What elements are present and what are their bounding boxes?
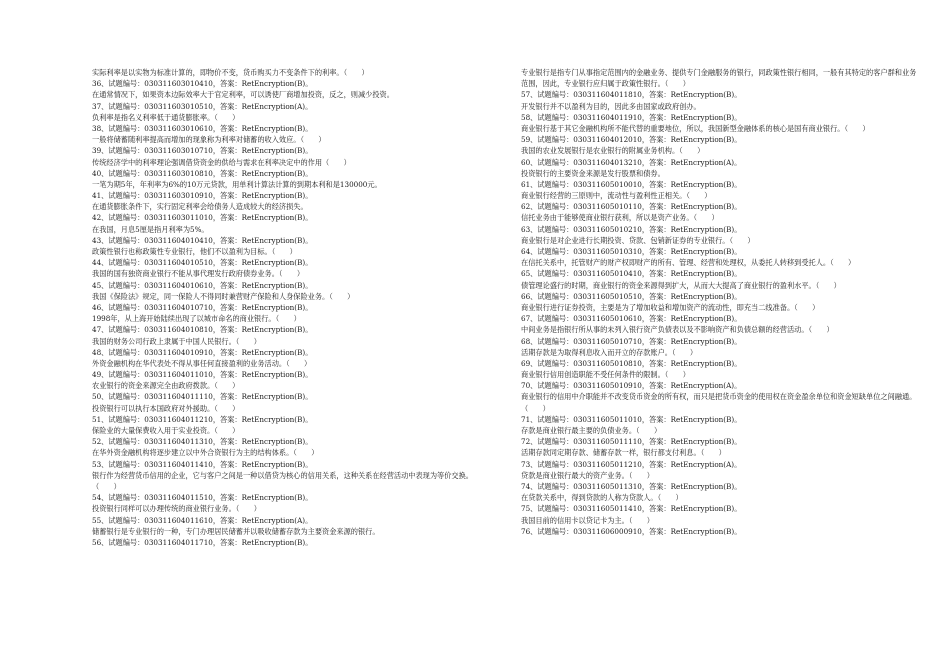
text-line: 保险业的大量保费收入用于实业投资。（ ）: [92, 426, 240, 435]
text-line: 在信托关系中，托管财产的财产权即财产的所有、管理、经营和处理权，从委托人转移到受托人。（ ）: [521, 258, 856, 268]
text-line: 中间业务是指银行所从事的未列入银行资产负债表以及不影响资产和负债总额的经营活动。（ ）: [521, 325, 834, 335]
question-id-line: 52、试题编号：030311604011310，答案：RetEncryption(B)。: [92, 437, 313, 447]
question-id-line: 70、试题编号：030311605010910，答案：RetEncryption(A)。: [521, 381, 742, 391]
text-line: 商业银行是对企业进行长期投资、贷款、包销新证券的专业银行。（ ）: [521, 235, 755, 245]
text-line: 储蓄银行是专业银行的一种，专门办理居民储蓄并以吸收储蓄存款为主要资金来源的银行。: [92, 526, 380, 536]
left-column: [92, 67, 492, 548]
text-line: 在华外资金融机构将逐步建立以中外合资银行为主的结构体系。（ ）: [92, 448, 319, 458]
text-line: 投资银行可以执行本国政府对外援助。（ ）: [92, 403, 240, 413]
text-line: 实际利率是以实物为标准计算的，即物价不变，货币购买力不变条件下的利率。（ ）: [92, 68, 369, 77]
text-line: 专业银行是指专门从事指定范围内的金融业务、提供专门金融服务的银行，同政策性银行相同，一般有其特定的客户群和业务范围，因此，专业银行应归属于政策性银行。（ ）: [521, 68, 917, 89]
text-line: 商业银行信用创造职能不受任何条件的限制。（ ）: [521, 370, 690, 380]
text-line: 存款是商业银行最主要的负债业务。（ ）: [521, 426, 662, 436]
question-id-line: 49、试题编号：030311604011010，答案：RetEncryption(B)。: [92, 370, 313, 380]
text-line: 投资银行的主要资金来源是发行股票和债券。: [521, 168, 665, 178]
text-line: 在我国，月息5厘是指月利率为5%。: [92, 224, 209, 234]
text-line: 1998年，从上海开始陆续出现了以城市命名的商业银行。（ ）: [92, 314, 301, 324]
question-id-line: 44、试题编号：030311604010510，答案：RetEncryption(B)。: [92, 258, 313, 268]
question-id-line: 59、试题编号：030311604012010，答案：RetEncryption(B)。: [521, 135, 742, 145]
text-line: 商业银行的信用中介职能并不改变货币资金的所有权，而只是把货币资金的使用权在资金盈余单位和资金短缺单位之间融通。（ ）: [521, 392, 917, 413]
question-id-line: 61、试题编号：030311605010010，答案：RetEncryption(B)。: [521, 179, 742, 189]
text-line: 在贷款关系中，得到贷款的人称为贷款人。（ ）: [521, 493, 683, 503]
question-id-line: 48、试题编号：030311604010910，答案：RetEncryption(B)。: [92, 347, 313, 357]
text-line: 传统经济学中的利率理论强调借贷资金的供给与需求在利率决定中的作用（ ）: [92, 157, 351, 167]
text-line: 投资银行同样可以办理传统的商业银行业务。（ ）: [92, 504, 261, 514]
question-id-line: 76、试题编号：030311606000910，答案：RetEncryption(B)。: [521, 526, 742, 536]
question-id-line: 67、试题编号：030311605010610，答案：RetEncryption(B)。: [521, 314, 742, 324]
text-line: 我国的国有独资商业银行不能从事代理发行政府债券业务。（ ）: [92, 269, 305, 279]
question-id-line: 56、试题编号：030311604011710，答案：RetEncryption(B)。: [92, 537, 313, 547]
question-id-line: 43、试题编号：030311604010410，答案：RetEncryption(B)。: [92, 235, 313, 245]
text-line: 外资金融机构在华代表处不得从事任何直接盈利的业务活动。（ ）: [92, 358, 312, 368]
question-id-line: 45、试题编号：030311604010610，答案：RetEncryption(B)。: [92, 280, 313, 290]
question-id-line: 63、试题编号：030311605010210，答案：RetEncryption(B)。: [521, 224, 742, 234]
question-id-line: 69、试题编号：030311605010810，答案：RetEncryption(B)。: [521, 358, 742, 368]
text-line: 贷款是商业银行最大的资产业务。（ ）: [521, 470, 654, 480]
question-id-line: 57、试题编号：030311604011810，答案：RetEncryption(B)。: [521, 90, 742, 100]
question-id-line: 71、试题编号：030311605011010，答案：RetEncryption(B)。: [521, 414, 742, 424]
text-line: 信托业务由于能够使商业银行获利，所以是资产业务。（ ）: [521, 213, 719, 223]
text-line: 我国目前的信用卡以贷记卡为主。（ ）: [521, 515, 654, 525]
right-column: [521, 67, 921, 537]
question-id-line: 60、试题编号：030311604013210，答案：RetEncryption(A)。: [521, 157, 742, 167]
text-line: 我国的财务公司行政上隶属于中国人民银行。（ ）: [92, 336, 261, 346]
question-id-line: 54、试题编号：030311604011510，答案：RetEncryption(B)。: [92, 493, 313, 503]
question-id-line: 46、试题编号：030311604010710，答案：RetEncryption(B)。: [92, 302, 313, 312]
question-id-line: 51、试题编号：030311604011210，答案：RetEncryption(B)。: [92, 414, 313, 424]
text-line: 一笔为期5年，年利率为6%的10万元贷款，用单利计算法计算的到期本利和是130000元。: [92, 179, 382, 189]
question-id-line: 58、试题编号：030311604011910，答案：RetEncryption(B)。: [521, 112, 742, 122]
question-id-line: 75、试题编号：030311605011410，答案：RetEncryption(B)。: [521, 504, 742, 514]
question-id-line: 37、试题编号：030311603010510，答案：RetEncryption(A)。: [92, 101, 313, 111]
question-id-line: 64、试题编号：030311605010310，答案：RetEncryption(B)。: [521, 247, 742, 257]
question-id-line: 66、试题编号：030311605010510，答案：RetEncryption(B)。: [521, 291, 742, 301]
text-line: 活期存款同定期存款、储蓄存款一样，银行都支付利息。（ ）: [521, 448, 726, 458]
question-id-line: 47、试题编号：030311604010810，答案：RetEncryption(B)。: [92, 325, 313, 335]
question-id-line: 68、试题编号：030311605010710，答案：RetEncryption(B)。: [521, 336, 742, 346]
text-line: 我国的农业发展银行是农业银行的附属业务机构。（ ）: [521, 146, 705, 156]
question-id-line: 55、试题编号：030311604011610，答案：RetEncryption(A)。: [92, 515, 313, 525]
question-id-line: 62、试题编号：030311605010110，答案：RetEncryption(B)。: [521, 202, 742, 212]
question-id-line: 40、试题编号：030311603010810，答案：RetEncryption(B)。: [92, 168, 313, 178]
question-id-line: 38、试题编号：030311603010610，答案：RetEncryption(B)。: [92, 123, 313, 133]
question-id-line: 74、试题编号：030311605011310，答案：RetEncryption(B)。: [521, 482, 742, 492]
text-line: 农业银行的资金来源完全由政府拨款。（ ）: [92, 381, 240, 391]
text-line: 在通货膨胀条件下，实行固定利率会给债务人造成较大的经济损失。: [92, 202, 308, 212]
text-line: 一般将储蓄随利率提高而增加的现象称为利率对储蓄的收入效应。（ ）: [92, 135, 326, 145]
text-line: 商业银行进行证券投资，主要是为了增加收益和增加资产的流动性，即充当二线准备。（ ）: [521, 302, 820, 312]
text-line: 商业银行基于其它金融机构所不能代替的重要地位，所以，我国新型金融体系的核心是国有商业银行。（ ）: [521, 123, 870, 133]
text-line: 我国《保险法》规定，同一保险人不得同时兼营财产保险和人身保险业务。（ ）: [92, 291, 355, 301]
question-id-line: 39、试题编号：030311603010710，答案：RetEncryption(B)。: [92, 146, 313, 156]
text-line: 活期存款是为取得利息收入而开立的存款账户。（ ）: [521, 347, 698, 357]
text-line: 银行作为经营货币信用的企业，它与客户之间是一种以借贷为核心的信用关系，这种关系在经营活动中表现为等价交换。（ ）: [92, 470, 473, 491]
text-line: 债管理论盛行的时期，商业银行的资金来源得到扩大，从而大大提高了商业银行的盈利水平。（ ）: [521, 280, 841, 290]
text-line: 在通常情况下，如果资本边际效率大于官定利率，可以诱使厂商增加投资，反之，则减少投资。: [92, 90, 394, 100]
text-line: 商业银行经营的三原则中，流动性与盈利性正相关。（ ）: [521, 191, 712, 201]
question-id-line: 65、试题编号：030311605010410，答案：RetEncryption(B)。: [521, 269, 742, 279]
question-id-line: 53、试题编号：030311604011410，答案：RetEncryption(B)。: [92, 459, 313, 469]
text-line: 负利率是指名义利率低于通货膨胀率。（ ）: [92, 112, 240, 122]
question-id-line: 50、试题编号：030311604011110，答案：RetEncryption(B)。: [92, 392, 313, 402]
question-id-line: 36、试题编号：030311603010410，答案：RetEncryption(B)。: [92, 79, 313, 89]
question-id-line: 41、试题编号：030311603010910，答案：RetEncryption(B)。: [92, 191, 313, 201]
text-line: 开发银行并不以盈利为目的，因此多由国家或政府创办。: [521, 101, 701, 111]
question-id-line: 72、试题编号：030311605011110，答案：RetEncryption(B)。: [521, 437, 742, 447]
question-id-line: 42、试题编号：030311603011010，答案：RetEncryption(B)。: [92, 213, 313, 223]
text-line: 政策性银行也称政策性专业银行，他们不以盈利为目标。（ ）: [92, 247, 297, 256]
question-id-line: 73、试题编号：030311605011210，答案：RetEncryption(A)。: [521, 459, 742, 469]
